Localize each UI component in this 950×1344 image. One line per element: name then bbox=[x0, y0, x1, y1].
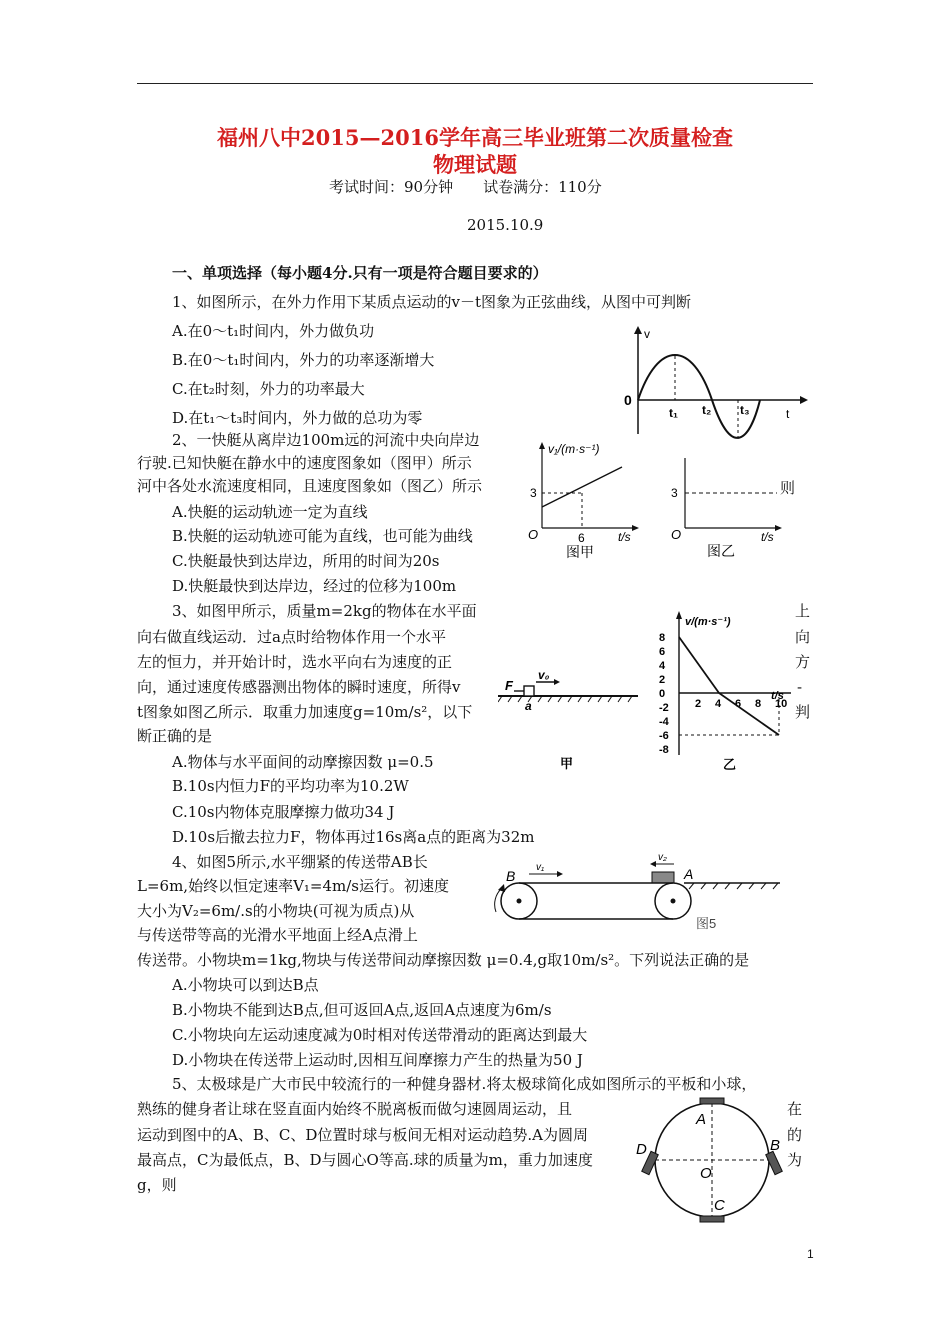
q3-option-c: C.10s内物体克服摩擦力做功34 J bbox=[172, 803, 395, 821]
q5-board-c bbox=[700, 1216, 724, 1222]
q4-option-d: D.小物块在传送带上运动时,因相互间摩擦力产生的热量为50 J bbox=[172, 1051, 583, 1069]
q3b-y-label: v/(m·s⁻¹) bbox=[685, 616, 731, 628]
q4-line4: 与传送带等高的光滑水平地面上经A点滑上 bbox=[137, 926, 418, 944]
q3-right1: 上 bbox=[795, 602, 811, 620]
q4-line2: L=6m,始终以恒定速率V₁=4m/s运行。初速度 bbox=[137, 877, 449, 895]
q1-sine-figure bbox=[620, 322, 810, 440]
q1-t1-label: t₁ bbox=[669, 406, 678, 420]
q3b-y-tick: -8 bbox=[659, 744, 669, 756]
q2a-y-label: v₁/(m·s⁻¹) bbox=[548, 442, 600, 456]
q3a-f-label: F bbox=[505, 678, 513, 693]
q3-option-a: A.物体与水平面间的动摩擦因数 μ=0.5 bbox=[172, 753, 434, 771]
q3-vt-chart bbox=[655, 607, 795, 775]
q3b-x-tick: 8 bbox=[755, 698, 762, 710]
q4-line5: 传送带。小物块m=1kg,物块与传送带间动摩擦因数 μ=0.4,g取10m/s²。下列说法正确的是 bbox=[137, 951, 750, 969]
q2-option-c: C.快艇最快到达岸边，所用的时间为20s bbox=[172, 552, 440, 570]
q1-option-b: B.在0～t₁时间内，外力的功率逐渐增大 bbox=[172, 351, 435, 369]
q1-t3-label: t₃ bbox=[740, 403, 750, 417]
q5-c-label: C bbox=[714, 1197, 725, 1214]
q2-then: 则 bbox=[780, 479, 796, 497]
q4-block bbox=[652, 872, 674, 883]
q3-right5: 判 bbox=[795, 703, 811, 721]
q5-line4: 最高点，C为最低点，B、D与圆心O等高.球的质量为m，重力加速度 bbox=[137, 1151, 593, 1169]
q5-d-label: D bbox=[636, 1141, 647, 1158]
q3b-y-tick: 0 bbox=[659, 688, 666, 700]
q1-option-c: C.在t₂时刻，外力的功率最大 bbox=[172, 380, 365, 398]
q5-line1: 5、太极球是广大市民中较流行的一种健身器材.将太极球简化成如图所示的平板和小球， bbox=[172, 1075, 757, 1093]
q3a-a-label: a bbox=[525, 699, 532, 713]
q2-option-b: B.快艇的运动轨迹可能为直线，也可能为曲线 bbox=[172, 527, 473, 545]
q3-right4: - bbox=[797, 678, 803, 696]
q3b-y-tick: 4 bbox=[659, 660, 666, 672]
q3b-y-tick: -6 bbox=[659, 730, 669, 742]
q5-line3: 运动到图中的A、B、C、D位置时球与板间无相对运动趋势.A为圆周 bbox=[137, 1126, 588, 1144]
q4-v1-label: v₁ bbox=[536, 862, 545, 873]
q3b-x-tick: 10 bbox=[775, 698, 788, 710]
q5-right3: 的 bbox=[787, 1126, 803, 1144]
q3-option-d: D.10s后撤去拉力F，物体再过16s离a点的距离为32m bbox=[172, 828, 535, 846]
q3a-v0-label: v₀ bbox=[538, 668, 550, 682]
q1-option-a: A.在0～t₁时间内，外力做负功 bbox=[172, 322, 375, 340]
q3a-block bbox=[524, 686, 534, 696]
q5-b-label: B bbox=[770, 1137, 781, 1154]
q3-right3: 方 bbox=[795, 653, 811, 671]
q2b-x-label: t/s bbox=[761, 530, 774, 544]
q1-origin: 0 bbox=[624, 392, 632, 408]
q3b-y-tick: -2 bbox=[659, 702, 669, 714]
exam-date: 2015.10.9 bbox=[467, 216, 544, 234]
q3b-x-tick: 2 bbox=[695, 698, 702, 710]
q2-figure-a bbox=[522, 435, 642, 565]
q3b-caption: 乙 bbox=[723, 757, 737, 772]
q1-t-label: t bbox=[786, 407, 790, 421]
q2b-caption: 图乙 bbox=[707, 543, 735, 559]
q3-line1: 3、如图甲所示，质量m=2kg的物体在水平面 bbox=[172, 602, 477, 620]
q2b-y-tick: 3 bbox=[671, 486, 678, 500]
q4-option-b: B.小物块不能到达B点,但可返回A点,返回A点速度为6m/s bbox=[172, 1001, 552, 1019]
q5-right2: 在 bbox=[787, 1100, 803, 1118]
q4-option-a: A.小物块可以到达B点 bbox=[172, 976, 319, 994]
q2-line3: 河中各处水流速度相同，且速度图象如（图乙）所示 bbox=[137, 477, 483, 495]
header-rule bbox=[137, 83, 813, 84]
q2-line2: 行驶.已知快艇在静水中的速度图象如（图甲）所示 bbox=[137, 454, 472, 472]
section-heading: 一、单项选择（每小题4分.只有一项是符合题目要求的） bbox=[172, 264, 548, 282]
q5-line5: g，则 bbox=[137, 1176, 177, 1194]
q2a-x-tick: 6 bbox=[578, 531, 585, 545]
q1-t2-label: t₂ bbox=[702, 403, 712, 417]
q2a-caption: 图甲 bbox=[566, 544, 594, 560]
q4-option-c: C.小物块向左运动速度减为0时相对传送带滑动的距离达到最大 bbox=[172, 1026, 588, 1044]
q2a-origin: O bbox=[528, 527, 539, 542]
q3-right2: 向 bbox=[795, 628, 811, 646]
q5-board-a bbox=[700, 1098, 724, 1104]
q3b-velocity-line bbox=[679, 637, 779, 735]
q3-option-b: B.10s内恒力F的平均功率为10.2W bbox=[172, 777, 409, 795]
q3b-x-tick: 6 bbox=[735, 698, 742, 710]
q2-line1: 2、一快艇从离岸边100m远的河流中央向岸边 bbox=[172, 431, 480, 449]
q3-line5: t图象如图乙所示．取重力加速度g=10m/s²，以下 bbox=[137, 703, 473, 721]
q4-line3: 大小为V₂=6m/.s的小物块(可视为质点)从 bbox=[137, 902, 415, 920]
exam-info: 考试时间：90分钟 试卷满分：110分 bbox=[329, 178, 602, 196]
q4-line1: 4、如图5所示,水平绷紧的传送带AB长 bbox=[172, 853, 428, 871]
q3a-caption: 甲 bbox=[560, 756, 574, 771]
q5-line2: 熟练的健身者让球在竖直面内始终不脱离板而做匀速圆周运动，且 bbox=[137, 1100, 573, 1118]
q4-conveyor-figure bbox=[484, 850, 784, 940]
q3b-y-tick: -4 bbox=[659, 716, 669, 728]
q1-v-label: v bbox=[644, 327, 650, 341]
q3-line2: 向右做直线运动．过a点时给物体作用一个水平 bbox=[137, 628, 446, 646]
q3b-y-tick: 2 bbox=[659, 674, 666, 686]
q2a-y-tick: 3 bbox=[530, 486, 537, 500]
q2-option-d: D.快艇最快到达岸边，经过的位移为100m bbox=[172, 577, 457, 595]
q2a-x-label: t/s bbox=[618, 530, 631, 544]
q3-line6: 断正确的是 bbox=[137, 727, 213, 745]
q4-v2-label: v₂ bbox=[658, 852, 667, 863]
q1-sine-curve bbox=[638, 355, 760, 438]
q4-b-label: B bbox=[506, 868, 516, 884]
q1-stem: 1、如图所示，在外力作用下某质点运动的v－t图象为正弦曲线，从图中可判断 bbox=[172, 293, 692, 311]
q3b-x-tick: 4 bbox=[715, 698, 722, 710]
q1-option-d: D.在t₁～t₃时间内，外力做的总功为零 bbox=[172, 409, 423, 427]
q3b-y-tick: 8 bbox=[659, 632, 666, 644]
q3b-y-tick: 6 bbox=[659, 646, 666, 658]
q3-line4: 向，通过速度传感器测出物体的瞬时速度，所得v bbox=[137, 678, 461, 696]
q4-caption: 图5 bbox=[696, 916, 717, 931]
q2b-origin: O bbox=[671, 527, 682, 542]
q5-taiji-figure bbox=[636, 1094, 788, 1226]
q3-line3: 左的恒力，并开始计时，选水平向右为速度的正 bbox=[137, 653, 453, 671]
q5-a-label: A bbox=[696, 1111, 707, 1128]
page-title: 福州八中2015—2016学年高三毕业班第二次质量检查 bbox=[217, 125, 733, 150]
q2-option-a: A.快艇的运动轨迹一定为直线 bbox=[172, 503, 368, 521]
q3b-x-label: t/s bbox=[771, 690, 784, 702]
q5-right4: 为 bbox=[787, 1151, 803, 1169]
q4-a-label: A bbox=[684, 866, 694, 882]
page-subtitle: 物理试题 bbox=[433, 152, 517, 177]
page-number: 1 bbox=[807, 1247, 814, 1261]
q2-figure-b bbox=[655, 452, 785, 564]
q5-o-label: O bbox=[700, 1165, 712, 1182]
q3-figure-a bbox=[498, 666, 648, 776]
